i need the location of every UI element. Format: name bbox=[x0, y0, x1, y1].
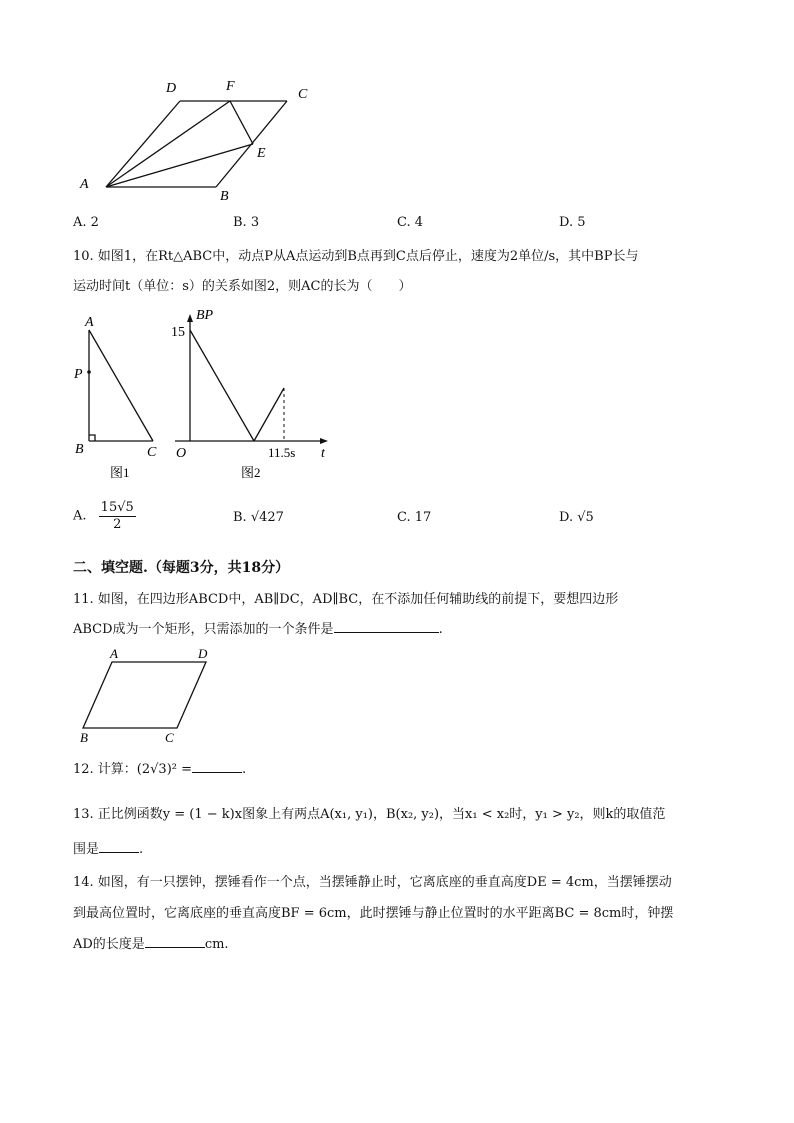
q9-figure bbox=[70, 70, 350, 210]
q9-label-B: B bbox=[220, 189, 229, 204]
q10-figure-1 bbox=[70, 310, 170, 485]
q10-text-line1: 10. 如图1，在Rt△ABC中，动点P从A点运动到B点再到C点后停止，速度为2单位/s，其中BP长与 bbox=[73, 249, 639, 264]
q10-text-line2: 运动时间t（单位：s）的关系如图2，则AC的长为（ ） bbox=[73, 279, 412, 294]
q10-fig1-label-P: P bbox=[74, 367, 83, 382]
q14-text-line2: 到最高位置时，它离底座的垂直高度BF = 6cm，此时摆锤与静止位置时的水平距离BC = 8cm时，钟摆 bbox=[73, 906, 674, 921]
q10-fig1-label-B: B bbox=[75, 442, 84, 457]
q13-answer-blank[interactable] bbox=[99, 840, 139, 853]
q10-option-c: C. 17 bbox=[397, 510, 432, 525]
q13-text-line1: 13. 正比例函数y = (1 − k)x图象上有两点A(x₁, y₁)，B(x₂, y₂)，当x₁ < x₂时，y₁ > y₂，则k的取值范 bbox=[73, 807, 666, 822]
q14-text-line3: AD的长度是 cm. bbox=[73, 937, 229, 952]
q10-fig2-y-label: BP bbox=[196, 308, 214, 323]
q10-fig1-caption: 图1 bbox=[110, 465, 130, 480]
q9-option-a: A. 2 bbox=[73, 215, 99, 230]
q14-answer-blank[interactable] bbox=[145, 935, 205, 948]
section-title: 二、填空题.（每题3分，共18分） bbox=[73, 560, 290, 576]
q9-label-D: D bbox=[166, 81, 177, 96]
q13-text-line2: 围是 . bbox=[73, 842, 144, 857]
q11-text-line1: 11. 如图，在四边形ABCD中，AB∥DC，AD∥BC，在不添加任何辅助线的前提下，要想四边形 bbox=[73, 592, 619, 607]
q10-option-b: B. √427 bbox=[233, 510, 284, 525]
q10-figure-2 bbox=[165, 300, 340, 485]
q9-label-A: A bbox=[80, 177, 89, 192]
q10-fig1-label-A: A bbox=[85, 315, 94, 330]
q11-label-A: A bbox=[110, 646, 118, 661]
q11-label-D: D bbox=[198, 646, 208, 661]
q10-fig2-caption: 图2 bbox=[241, 465, 261, 480]
q10-option-a-denominator: 2 bbox=[113, 516, 122, 532]
q9-option-d: D. 5 bbox=[559, 215, 586, 230]
q12-text: 12. 计算：(2√3)² = . bbox=[73, 762, 247, 777]
q11-figure bbox=[70, 645, 220, 750]
q10-fig2-y-tick: 15 bbox=[171, 325, 185, 340]
q10-option-a: A. $\frac{15√5}{2}$ bbox=[73, 500, 134, 532]
q11-text-line2: ABCD成为一个矩形，只需添加的一个条件是 . bbox=[73, 622, 443, 637]
q9-label-E: E bbox=[257, 146, 266, 161]
q10-option-d: D. √5 bbox=[559, 510, 594, 525]
q10-fig2-x-label: t bbox=[321, 446, 325, 461]
q10-fig1-label-C: C bbox=[147, 445, 157, 460]
q9-label-F: F bbox=[226, 79, 235, 94]
q10-fig2-x-tick: 11.5s bbox=[268, 445, 296, 460]
q11-label-C: C bbox=[165, 730, 174, 745]
q12-answer-blank[interactable] bbox=[192, 760, 242, 773]
q11-label-B: B bbox=[80, 730, 88, 745]
q10-option-a-numerator: 15√5 bbox=[100, 500, 134, 515]
point-p bbox=[87, 370, 91, 374]
q9-option-c: C. 4 bbox=[397, 215, 424, 230]
q9-option-b: B. 3 bbox=[233, 215, 260, 230]
q10-fig2-origin: O bbox=[176, 446, 187, 461]
q9-label-C: C bbox=[298, 87, 308, 102]
q14-text-line1: 14. 如图，有一只摆钟，摆锤看作一个点，当摆锤静止时，它离底座的垂直高度DE = 4cm，当摆锤摆动 bbox=[73, 875, 672, 890]
q11-answer-blank[interactable] bbox=[334, 620, 439, 633]
